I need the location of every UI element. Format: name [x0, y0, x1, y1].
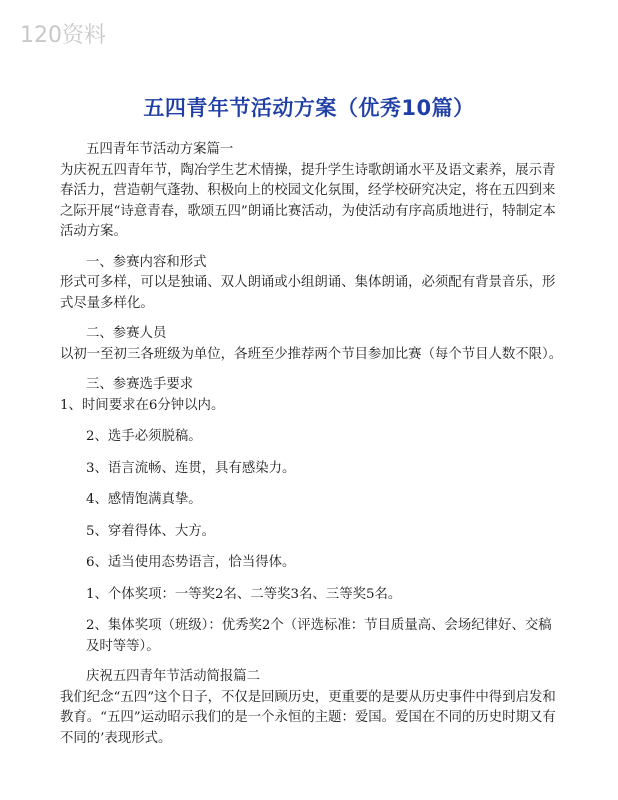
- list-item: 2、选手必须脱稿。: [86, 429, 202, 444]
- subheading-requirements: 三、参赛选手要求: [86, 377, 194, 392]
- list-item: 6、适当使用态势语言，恰当得体。: [86, 555, 296, 570]
- document-body: [60, 140, 563, 749]
- watermark-logo: 120资料: [20, 23, 106, 48]
- paragraph-participants: 以初一至初三各班级为单位，各班至少推荐两个节目参加比赛（每个节目人数不限）。: [60, 346, 563, 362]
- subheading-content-form: 一、参赛内容和形式: [86, 254, 207, 270]
- section-heading-1: 五四青年节活动方案篇一: [86, 142, 234, 157]
- list-item: 1、个体奖项：一等奖2名、二等奖3名、三等奖5名。: [86, 586, 402, 602]
- paragraph-form: 形式可多样，可以是独诵、双人朗诵或小组朗诵、集体朗诵，必须配有背景音乐，形式尽量多样化。: [60, 275, 556, 311]
- list-item: 4、感情饱满真挚。: [86, 492, 202, 507]
- paragraph-commemoration: 我们纪念“五四”这个日子，不仅是回顾历史，更重要的是要从历史事件中得到启发和教育。“五四”运动昭示我们的是一个永恒的主题：爱国。爱国在不同的历史时期又有不同的’表现形式。: [60, 689, 556, 746]
- list-item: 2、集体奖项（班级）：优秀奖2个（评选标准：节目质量高、会场纪律好、交稿及时等等）。: [86, 618, 552, 654]
- document-title: 五四青年节活动方案（优秀10篇）: [143, 96, 475, 120]
- section-heading-2: 庆祝五四青年节活动简报篇二: [86, 669, 261, 684]
- list-item: 1、时间要求在6分钟以内。: [60, 397, 225, 413]
- paragraph-intro: 为庆祝五四青年节，陶冶学生艺术情操，提升学生诗歌朗诵水平及语文素养，展示青春活力，营造朝气蓬勃、积极向上的校园文化氛围，经学校研究决定，将在五四到来之际开展“诗意青春，歌颂五四”朗诵比赛活动，为使活动有序高质地进行，特制定本活动方案。: [60, 162, 556, 239]
- list-item: 3、语言流畅、连贯，具有感染力。: [86, 460, 296, 476]
- subheading-participants: 二、参赛人员: [86, 326, 167, 341]
- list-item: 5、穿着得体、大方。: [86, 523, 216, 539]
